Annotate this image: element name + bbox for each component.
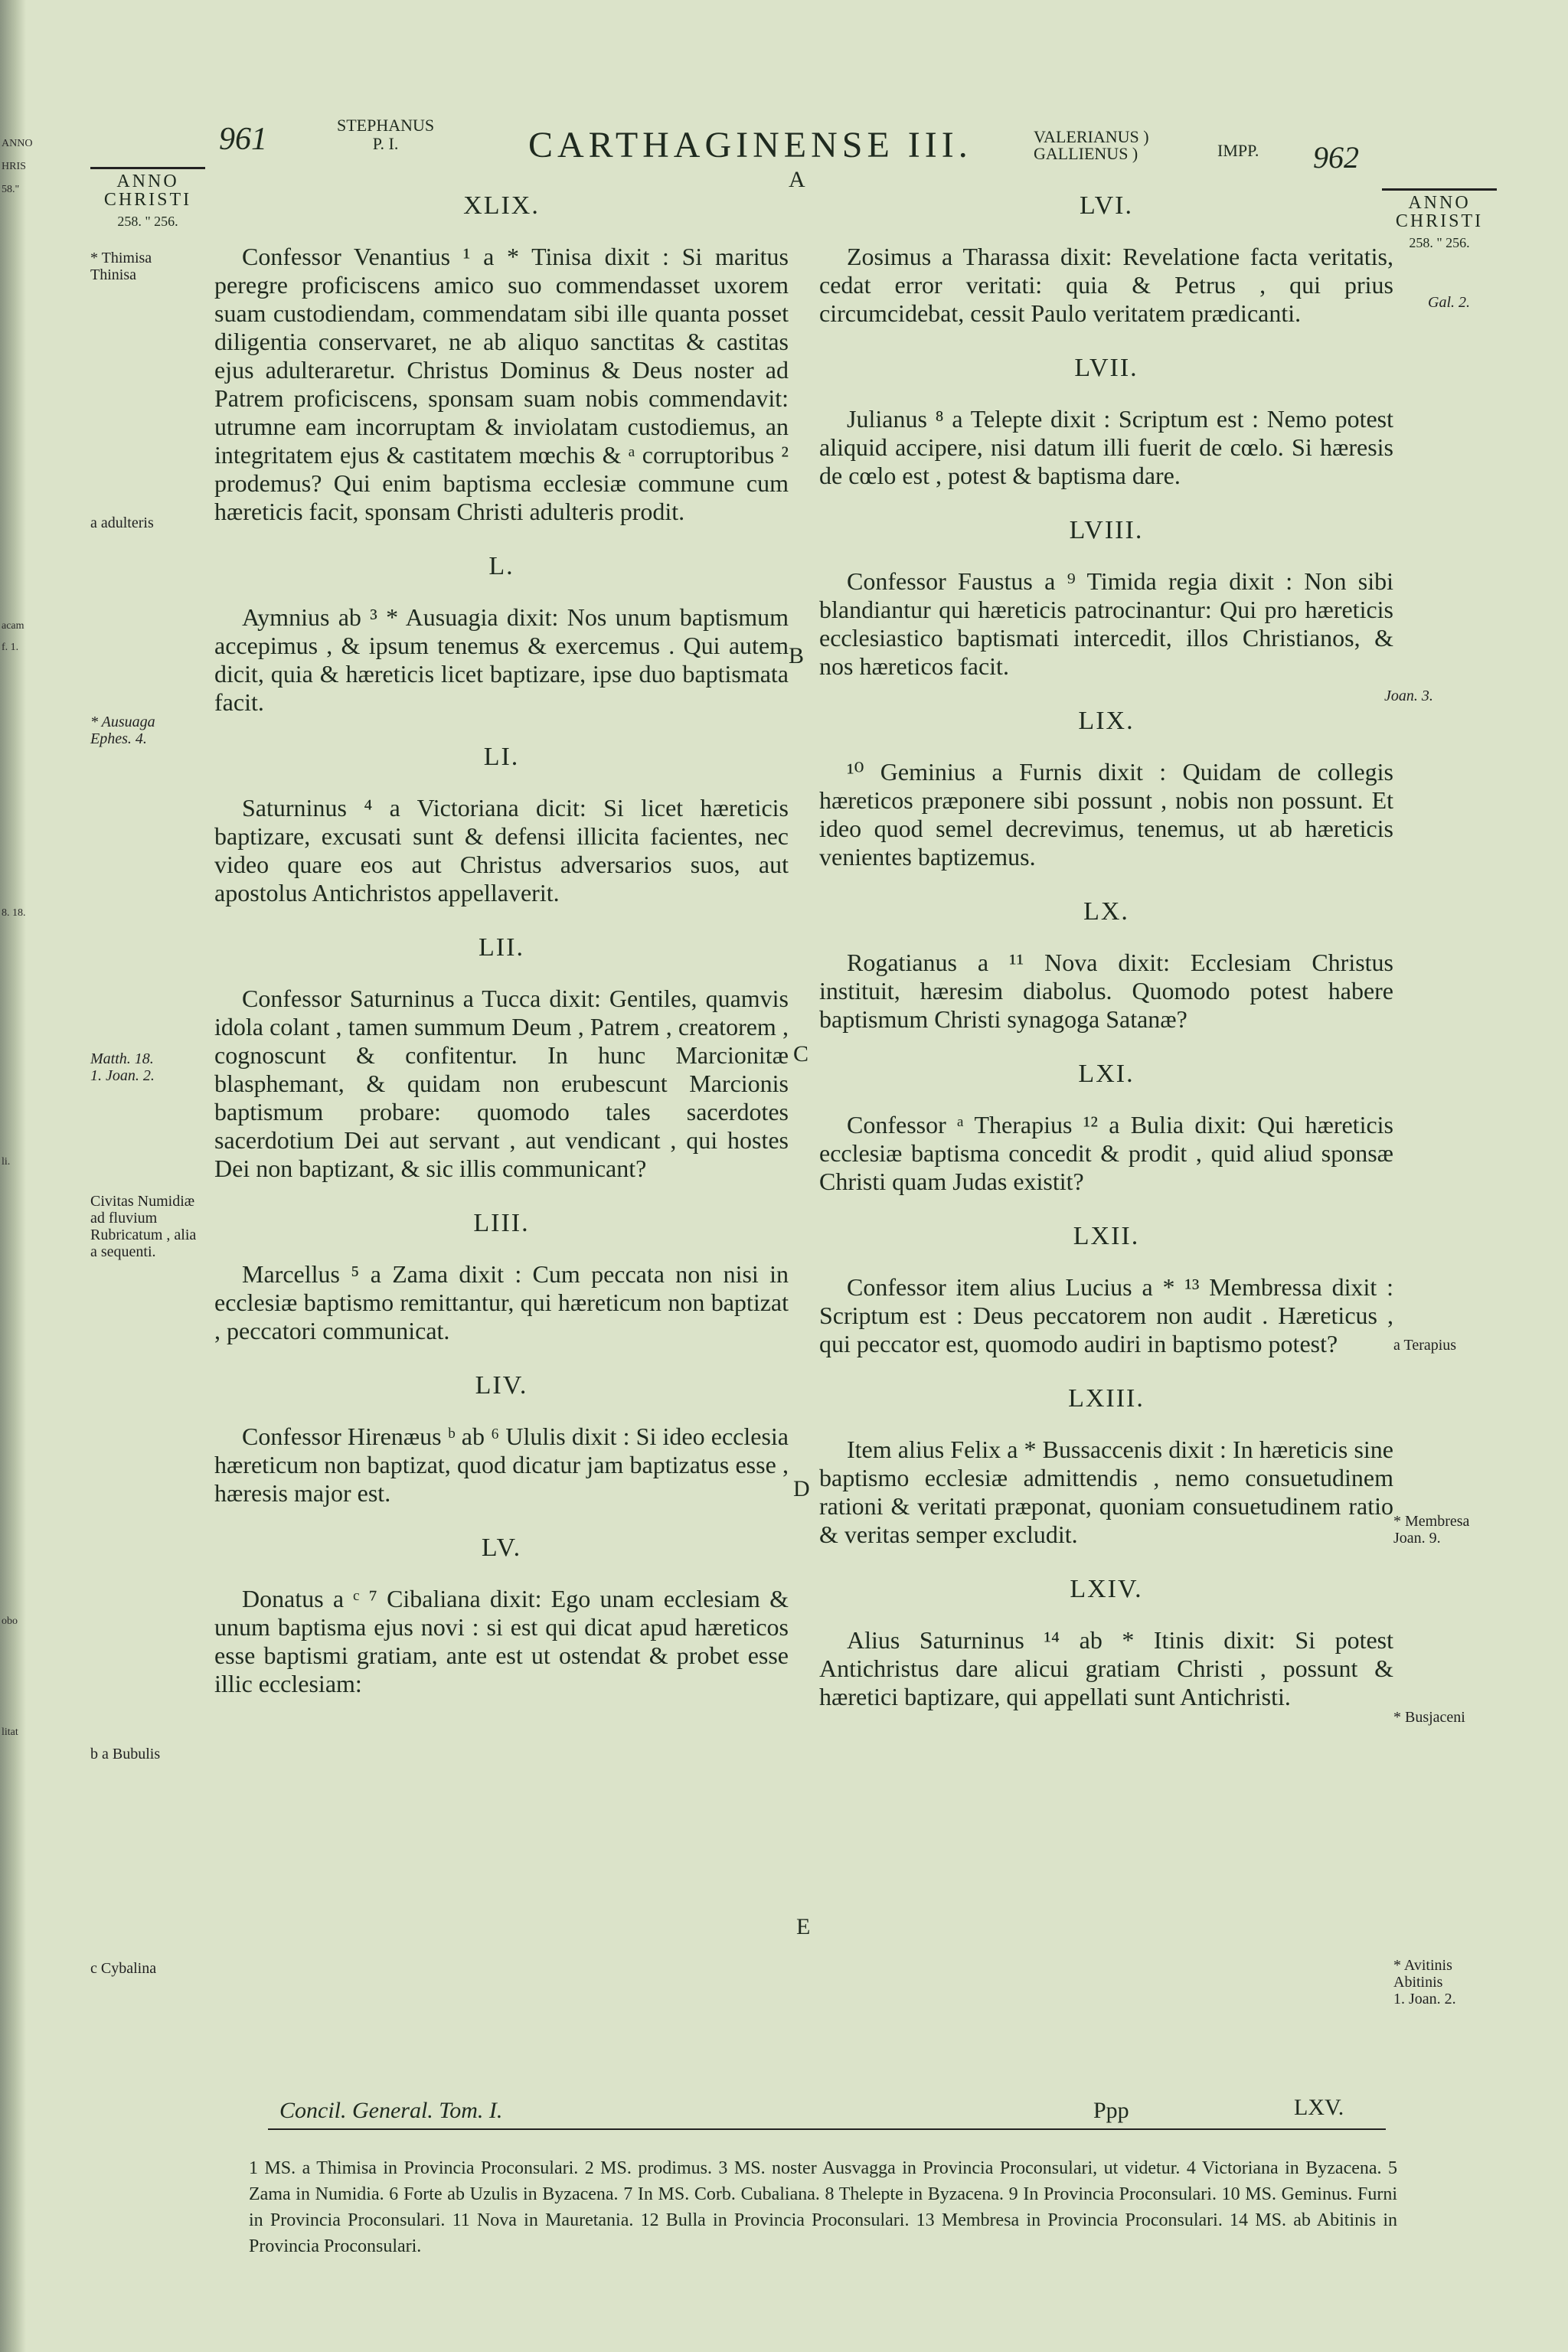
christi-label: CHRISTI <box>103 190 192 210</box>
anno-year: 258. " 256. <box>1409 235 1470 250</box>
section-heading: LII. <box>479 933 524 962</box>
section-heading: LIV. <box>475 1371 528 1400</box>
page-number-right: 962 <box>1313 140 1359 175</box>
section-text: Alius Saturninus ¹⁴ ab * Itinis dixit: Si potest Antichristus dare alicui gratiam Christi , possunt & hæretici baptizare, qui appellati sunt Antichristi. <box>819 1626 1393 1710</box>
binding-gutter <box>0 0 33 2352</box>
gutter-text: HRIS <box>2 161 26 172</box>
section-text: Julianus ⁸ a Telepte dixit : Scriptum est : Nemo potest aliquid accipere, nisi datum illi fuerit de cœlo. Si hæresis de cœlo est , potest & baptisma dare. <box>819 405 1393 489</box>
emperor-gallienus: GALLIENUS ) <box>1034 144 1138 163</box>
margin-note-left: * Ausuaga Ephes. 4. <box>90 714 155 747</box>
section-heading: XLIX. <box>463 191 540 220</box>
emperor-valerianus: VALERIANUS ) <box>1034 127 1149 146</box>
left-column <box>214 191 789 1698</box>
catchword: LXV. <box>1294 2095 1344 2120</box>
section-heading: LXIV. <box>1070 1575 1143 1603</box>
gutter-text: 8. 18. <box>2 907 26 919</box>
section-text: Confessor Faustus a ⁹ Timida regia dixit : Non sibi blandiantur qui hæreticis patrocinantur: Qui pro hæreticis ecclesiastico baptismati intercedit, illos Christianos, & nos hæreticos facit. <box>819 567 1393 680</box>
section-mark-d: D <box>793 1476 810 1501</box>
anno-label: ANNO <box>1408 193 1471 213</box>
right-column <box>819 191 1393 1711</box>
section-heading: LIX. <box>1078 707 1135 735</box>
gutter-text: 58." <box>2 184 20 195</box>
anno-christi-right <box>1382 188 1497 252</box>
section-text: Aymnius ab ³ * Ausuagia dixit: Nos unum baptismum accepimus , & ipsum tenemus & exercemus . Qui autem dicit, quia & hæreticis licet baptizare, ipse duo baptismata facit. <box>214 603 789 716</box>
section-heading: LXI. <box>1078 1060 1135 1088</box>
section-mark-e: E <box>796 1914 811 1939</box>
section-text: Marcellus ⁵ a Zama dixit : Cum peccata non nisi in ecclesiæ baptismo remittantur, qui hæreticum non baptizat , peccatori communicat. <box>214 1260 789 1344</box>
section-heading: LXII. <box>1073 1222 1140 1250</box>
section-text: Rogatianus a ¹¹ Nova dixit: Ecclesiam Christus instituit, hæresim diabolus. Quomodo potest habere baptismum Christi synagoga Satanæ? <box>819 949 1393 1033</box>
section-heading: LVIII. <box>1069 516 1144 544</box>
margin-note-right: a Terapius <box>1393 1337 1457 1354</box>
section-mark-c: C <box>793 1041 809 1067</box>
margin-note-right: * Busjaceni <box>1393 1709 1465 1726</box>
christi-label: CHRISTI <box>1395 211 1484 231</box>
gutter-text: li. <box>2 1156 11 1168</box>
margin-note-left: c Cybalina <box>90 1960 157 1977</box>
gutter-text: acam <box>2 620 24 632</box>
section-text: Saturninus ⁴ a Victoriana dicit: Si licet hæreticis baptizare, excusati sunt & defensi illicita facientes, nec video quare eos aut Christus adversarios suos, aut apostolus Antichristos appellaverit. <box>214 794 789 906</box>
section-text: Confessor ᵃ Therapius ¹² a Bulia dixit: Qui hæreticis ecclesiæ baptisma concedit & prodit , quid aliud sponsæ Christi quam Judas existit? <box>819 1111 1393 1195</box>
signature-mark: Ppp <box>1093 2098 1129 2123</box>
section-mark-a: A <box>789 167 805 192</box>
margin-note-right: Gal. 2. <box>1428 294 1470 311</box>
section-text: Confessor Venantius ¹ a * Tinisa dixit : Si maritus peregre proficiscens amico suo commendasset uxorem suam custodiendam, commendatam sibi ille quanta posset diligentia conservaret, ne ab aliquo sanctitas & castitas ejus adulteraretur. Christus Dominus & Deus noster ad Patrem proficiscens, sponsam suam nobis commendavit: utrumne eam incorruptam & inviolatam custodiemus, an integritatem ejus & castitatem mœchis & ᵃ corruptoribus ² prodemus? Qui enim baptisma ecclesiæ commune cum hæreticis facit, sponsam Christi adulteris prodit. <box>214 243 789 525</box>
footnotes: 1 MS. a Thimisa in Provincia Proconsulari. 2 MS. prodimus. 3 MS. noster Ausvagga in Provincia Proconsulari, ut videtur. 4 Victoriana in Byzacena. 5 Zama in Numidia. 6 Forte ab Uzulis in Byzacena. 7 In MS. Corb. Cubaliana. 8 Thelepte in Byzacena. 9 In Provincia Proconsulari. 10 MS. Geminus. Furni in Provincia Proconsulari. 11 Nova in Mauretania. 12 Bulla in Provincia Proconsulari. 13 Membresa in Provincia Proconsulari. 14 MS. ab Abitinis in Provincia Proconsulari. <box>249 2158 1397 2256</box>
stephanus-name: STEPHANUS <box>337 116 435 135</box>
section-text: Confessor item alius Lucius a * ¹³ Membressa dixit : Scriptum est : Deus peccatorem non audit . Hæreticus , qui peccator est, quomodo audiri in baptismo potest? <box>819 1273 1393 1357</box>
stephanus-label <box>337 116 434 153</box>
section-heading: LV. <box>481 1534 522 1562</box>
section-text: Item alius Felix a * Bussaccenis dixit : In hæreticis sine baptismo ecclesiæ admittendis , nemo consuetudinem rationi & veritati præponat, quoniam consuetudinem ratio & veritas semper excludit. <box>819 1436 1393 1548</box>
anno-year: 258. " 256. <box>117 214 178 229</box>
section-heading: LIII. <box>473 1209 530 1237</box>
section-text: Zosimus a Tharassa dixit: Revelatione facta veritatis, cedat error veritati: quia & Petrus , qui prius circumcidebat, cessit Paulo veritatem prædicanti. <box>819 243 1393 327</box>
section-heading: LXIII. <box>1068 1384 1145 1413</box>
margin-note-right: Joan. 3. <box>1384 688 1433 704</box>
margin-note-left: Civitas Numidiæ ad fluvium Rubricatum , alia a sequenti. <box>90 1193 197 1260</box>
section-mark-b: B <box>789 643 805 668</box>
anno-christi-left <box>90 167 205 230</box>
footnote-divider <box>268 2128 1386 2130</box>
margin-note-left: a adulteris <box>90 514 154 531</box>
running-title: CARTHAGINENSE III. <box>528 125 972 165</box>
section-heading: LVI. <box>1079 191 1134 220</box>
section-heading: LX. <box>1083 897 1129 926</box>
section-text: ¹⁰ Geminius a Furnis dixit : Quidam de collegis hæreticos præponere sibi possunt , nobis non possunt. Et ideo quod semel decrevimus, tenemus, ut ab hæreticis venientes baptizemus. <box>819 758 1393 871</box>
gutter-text: ANNO <box>2 138 33 149</box>
margin-note-left: b a Bubulis <box>90 1746 161 1762</box>
stephanus-pope: P. I. <box>372 134 399 153</box>
margin-note-left: * Thimisa Thinisa <box>90 250 152 283</box>
anno-label: ANNO <box>116 172 179 191</box>
impp-label: IMPP. <box>1217 141 1259 160</box>
margin-note-right: * Membresa Joan. 9. <box>1393 1513 1470 1547</box>
gutter-text: litat <box>2 1726 18 1738</box>
section-heading: L. <box>488 552 514 580</box>
emperors-label <box>1034 129 1149 162</box>
section-text: Confessor Saturninus a Tucca dixit: Gentiles, quamvis idola colant , tamen summum Deum , Patrem , creatorem , cognoscunt & confitentur. In hunc Marcionitæ blasphemant, & quidam non erubescunt Marcionis baptismum probare: quomodo tales sacerdotes sacerdotium Dei aut servant , aut vendicant , qui hostes Dei non baptizant, & sic illis communicant? <box>214 985 789 1182</box>
margin-note-right: * Avitinis Abitinis 1. Joan. 2. <box>1393 1957 1456 2007</box>
gutter-text: f. 1. <box>2 642 19 653</box>
page-number-left: 961 <box>219 122 267 157</box>
section-text: Donatus a ᶜ ⁷ Cibaliana dixit: Ego unam ecclesiam & unum baptisma ejus novi : si est qui dicat apud hæreticos esse baptismi gratiam, ante est ut ostendat & probet esse illic ecclesiam: <box>214 1585 789 1697</box>
gutter-text: obo <box>2 1615 18 1627</box>
margin-note-left: Matth. 18. 1. Joan. 2. <box>90 1050 155 1084</box>
section-heading: LVII. <box>1074 354 1138 382</box>
section-heading: LI. <box>483 743 520 771</box>
concil-general-label: Concil. General. Tom. I. <box>279 2098 503 2123</box>
section-text: Confessor Hirenæus ᵇ ab ⁶ Ululis dixit : Si ideo ecclesia hæreticum non baptizat, quod dicatur jam baptizatus esse , hæresis major est. <box>214 1423 789 1507</box>
